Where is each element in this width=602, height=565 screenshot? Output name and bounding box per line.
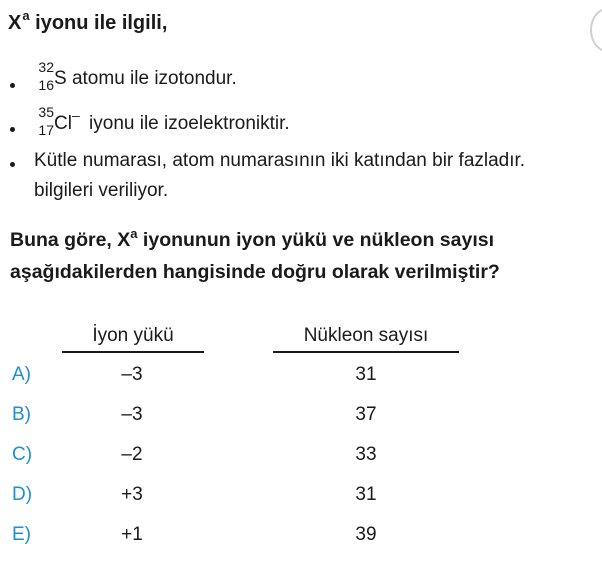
option-charge: –2 xyxy=(121,444,143,465)
nuclide-sulfur xyxy=(32,59,54,93)
nuclide-chlorine xyxy=(32,104,54,138)
option-nucleon: 31 xyxy=(355,484,377,505)
title-text: iyonu ile ilgili, xyxy=(29,12,168,34)
option-nucleon: 37 xyxy=(355,404,377,425)
question-stem xyxy=(10,225,600,288)
element-symbol: S xyxy=(54,68,67,89)
option-letter-e[interactable]: E) xyxy=(12,524,31,545)
option-charge: –3 xyxy=(121,404,143,425)
option-charge: +3 xyxy=(121,484,143,505)
element-symbol: Cl xyxy=(54,113,72,134)
column-rule xyxy=(62,351,204,353)
bullet-marker xyxy=(10,127,18,135)
after-bullets-text: bilgileri veriliyor. xyxy=(34,180,169,201)
column-header-nucleon: Nükleon sayısı xyxy=(303,325,429,346)
option-letter-c[interactable]: C) xyxy=(12,444,33,465)
atomic-number: 16 xyxy=(38,77,54,93)
atomic-number: 17 xyxy=(38,122,54,138)
column-header-charge: İyon yükü xyxy=(92,325,174,346)
bullet-item-3: Kütle numarası, atom numarasının iki katından bir fazladır. xyxy=(34,150,526,171)
edge-decoration xyxy=(590,8,602,52)
option-charge: –3 xyxy=(121,364,143,385)
bullet-marker xyxy=(10,83,18,91)
bullet-item-1 xyxy=(32,59,237,93)
option-nucleon: 39 xyxy=(355,524,377,545)
bullet-text: iyonu ile izoelektroniktir. xyxy=(83,113,290,134)
option-nucleon: 31 xyxy=(355,364,377,385)
option-letter-a[interactable]: A) xyxy=(12,364,31,385)
title-symbol: X xyxy=(8,12,22,34)
option-nucleon: 33 xyxy=(355,444,377,465)
question-title xyxy=(8,8,168,35)
bullet-item-2 xyxy=(32,104,290,138)
title-superscript: a xyxy=(22,8,30,23)
question-part-2: iyonunun iyon yükü ve nükleon sayısı aşağıdakilerden hangisinde doğru olarak verilmiştir? xyxy=(10,229,500,283)
bullet-text: atomu ile izotondur. xyxy=(66,68,237,89)
question-part-1: Buna göre, X xyxy=(10,229,131,251)
question-superscript: a xyxy=(130,226,138,241)
mass-number: 35 xyxy=(38,104,54,120)
option-letter-b[interactable]: B) xyxy=(12,404,31,425)
column-rule xyxy=(273,351,459,353)
mass-number: 32 xyxy=(38,59,54,75)
bullet-marker xyxy=(10,162,18,170)
option-letter-d[interactable]: D) xyxy=(12,484,33,505)
option-charge: +1 xyxy=(121,524,143,545)
ion-charge: – xyxy=(71,107,80,123)
